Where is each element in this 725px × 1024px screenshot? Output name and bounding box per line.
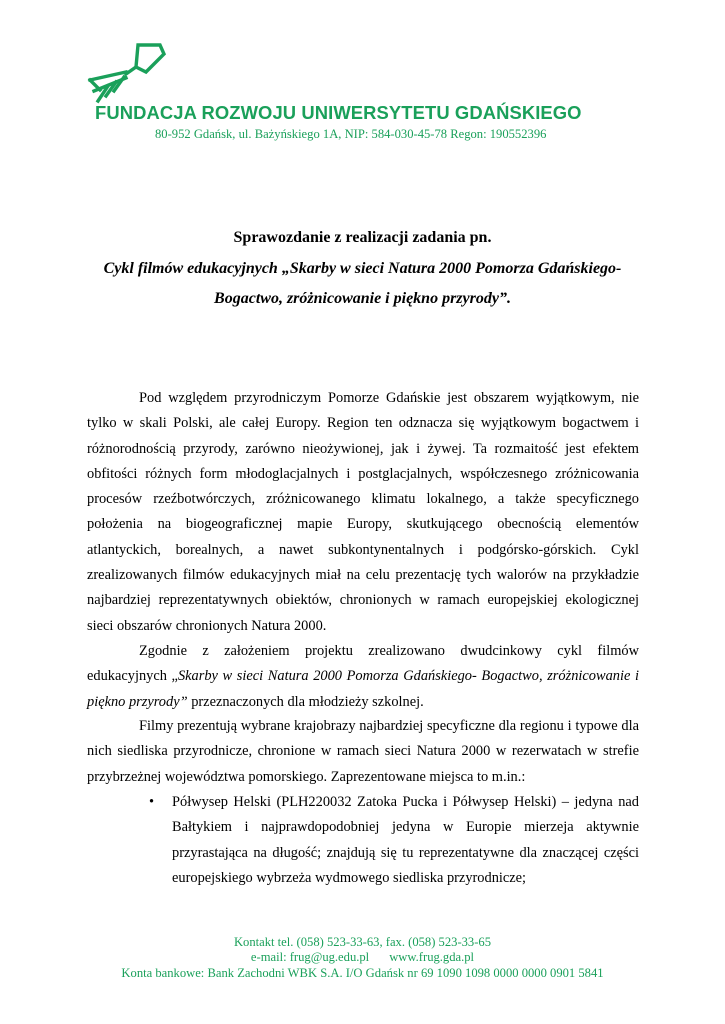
footer-contact: Kontakt tel. (058) 523-33-63, fax. (058) 523-33-65 <box>233 935 492 949</box>
paragraph-project-text-start: Zgodnie z założeniem projektu zrealizowano dwudcinkowy cykl filmów edukacyjnych „ <box>87 643 639 685</box>
paragraph-intro: Pod względem przyrodniczym Pomorze Gdańskie jest obszarem wyjątkowym, nie tylko w skali Polski, ale całej Europy. Region ten odznacza się wyjątkowym bogactwem i różnorodnością przyrody, zarówno nieożywionej, jak i żywej. Ta rozmaitość jest efektem obfitości różnych form młodoglacjalnych i postglacjalnych, współczesnego zróżnicowania procesów rzeźbotwórczych, zróżnicowanego klimatu lokalnego, a także specyficznego położenia na biogeograficznej mapie Europy, skutkującego obecnością elementów atlantyckich, borealnych, a nawet subkontynentalnych i podgórsko-górskich. Cykl zrealizowanych filmów edukacyjnych miał na celu prezentację tych walorów na przykładzie najbardziej reprezentatywnych obiektów, chronionych w ramach europejskiej ekologicznej sieci obszarów chronionych Natura 2000. <box>87 390 639 634</box>
locations-list <box>147 790 639 891</box>
paragraph-films: Filmy prezentują wybrane krajobrazy najbardziej specyficzne dla regionu i typowe dla nich siedliska przyrodnicze, chronione w ramach sieci Natura 2000 w rezerwatach w strefie przybrzeżnej województwa pomorskiego. Zaprezentowane miejsca to m.in.: <box>87 718 639 785</box>
bullet-icon: • <box>149 794 155 810</box>
list-item <box>147 790 639 891</box>
report-subtitle-line-1: Cykl filmów edukacyjnych „Skarby w sieci Natura 2000 Pomorza Gdańskiego- <box>103 260 622 277</box>
organization-name: FUNDACJA ROZWOJU UNIWERSYTETU GDAŃSKIEGO <box>95 102 582 123</box>
footer-bank-account: Konta bankowe: Bank Zachodni WBK S.A. I/O Gdańsk nr 69 1090 1098 0000 0000 0901 5841 <box>121 966 604 980</box>
paragraph-project-text-end: przeznaczonych dla młodzieży szkolnej. <box>187 693 424 710</box>
organization-address: 80-952 Gdańsk, ul. Bażyńskiego 1A, NIP: 584-030-45-78 Regon: 190552396 <box>155 127 547 141</box>
paragraph-project <box>87 639 639 715</box>
footer-website[interactable]: www.frug.gda.pl <box>389 950 475 964</box>
fundacja-logo-icon <box>86 38 170 104</box>
list-item-text: Półwysep Helski (PLH220032 Zatoka Pucka i Półwysep Helski) – jedyna nad Bałtykiem i najprawdopodobniej jedyna w Europie mierzeja aktywnie przyrastająca na długość; znajdują się tu reprezentatywne dla znaczącej części europejskiego wybrzeża wydmowego siedliska przyrodnicze; <box>172 794 639 886</box>
report-title: Sprawozdanie z realizacji zadania pn. <box>233 229 492 246</box>
footer-online <box>0 950 725 965</box>
report-subtitle-line-2: Bogactwo, zróżnicowanie i piękno przyrody”. <box>214 290 511 307</box>
film-cycle-title: Skarby w sieci Natura 2000 Pomorza Gdańskiego- Bogactwo, zróżnicowanie i piękno przyrody” <box>87 668 639 710</box>
footer-email[interactable]: e-mail: frug@ug.edu.pl <box>250 950 370 964</box>
